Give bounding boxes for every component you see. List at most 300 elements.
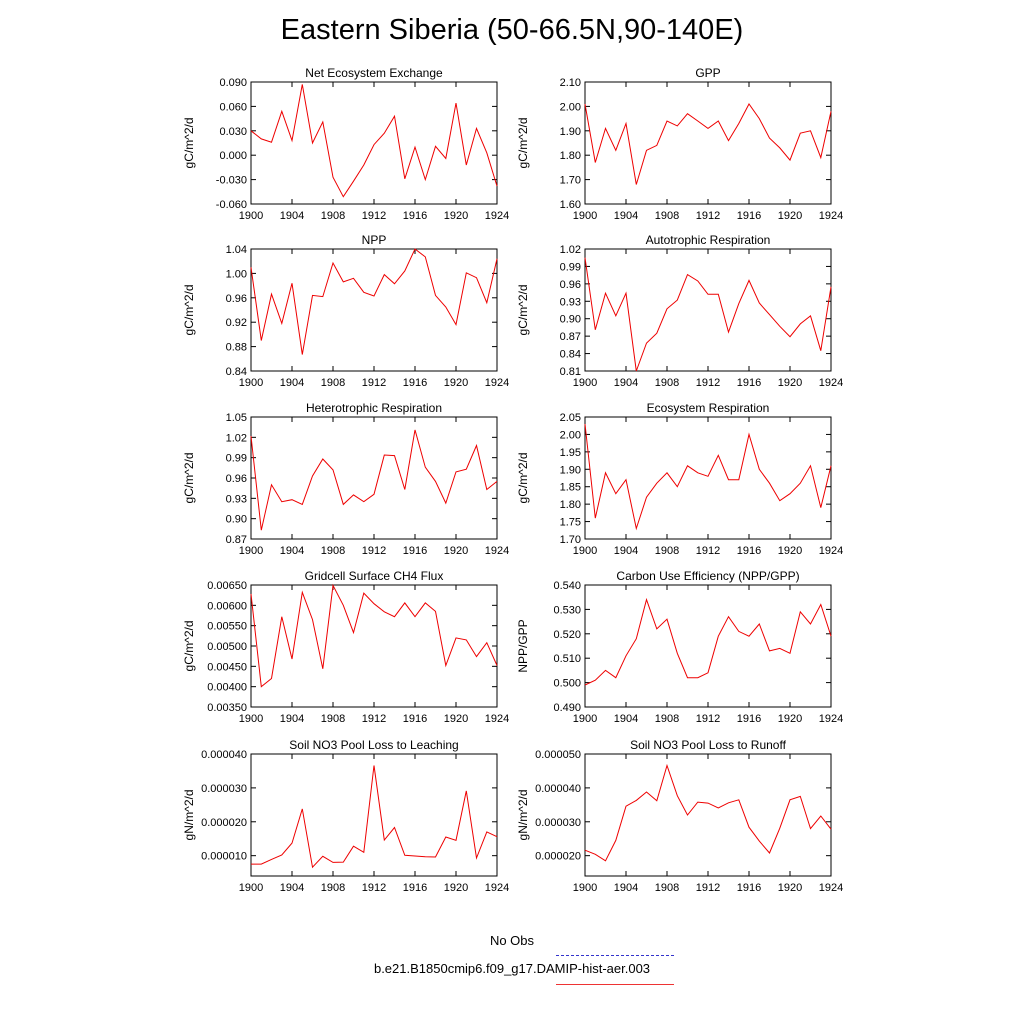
chart-title: Net Ecosystem Exchange [305, 66, 443, 80]
data-point [820, 507, 822, 509]
series-line [585, 258, 831, 371]
data-point [830, 110, 832, 112]
data-point [445, 157, 447, 159]
data-point [646, 149, 648, 151]
y-axis-label: gC/m^2/d [516, 284, 530, 336]
data-point [312, 866, 314, 868]
data-point [758, 302, 760, 304]
data-point [635, 370, 637, 372]
x-tick-label: 1920 [777, 545, 803, 557]
data-point [666, 308, 668, 310]
data-point [584, 849, 586, 851]
data-point [435, 294, 437, 296]
data-point [758, 118, 760, 120]
y-tick-label: 0.520 [553, 628, 581, 641]
data-point [394, 115, 396, 117]
x-tick-label: 1912 [695, 713, 721, 725]
x-tick-label: 1912 [361, 545, 387, 557]
data-point [594, 329, 596, 331]
data-point [646, 599, 648, 601]
y-tick-label: 1.60 [559, 199, 581, 211]
data-point [414, 248, 416, 250]
data-point [748, 279, 750, 281]
data-point [656, 332, 658, 334]
y-tick-label: 1.90 [559, 125, 581, 138]
data-point [332, 262, 334, 264]
data-point [455, 839, 457, 841]
x-tick-label: 1916 [736, 210, 762, 222]
data-point [260, 529, 262, 531]
x-tick-label: 1920 [777, 713, 803, 725]
chart-panel [182, 569, 509, 725]
y-tick-label: 0.84 [559, 348, 581, 361]
data-point [615, 839, 617, 841]
data-point [271, 678, 273, 680]
data-point [373, 765, 375, 767]
data-point [707, 802, 709, 804]
y-axis-label: gC/m^2/d [182, 284, 196, 336]
x-tick-label: 1900 [572, 882, 598, 894]
x-tick-label: 1904 [279, 882, 305, 894]
data-point [584, 684, 586, 686]
data-point [476, 127, 478, 129]
y-tick-label: 0.000040 [535, 782, 581, 795]
data-point [687, 113, 689, 115]
data-point [728, 616, 730, 618]
data-point [676, 652, 678, 654]
data-point [830, 286, 832, 288]
x-tick-label: 1900 [572, 713, 598, 725]
data-point [738, 799, 740, 801]
data-point [584, 423, 586, 425]
data-point [605, 127, 607, 129]
data-point [342, 196, 344, 198]
y-tick-label: 0.00650 [207, 580, 247, 592]
y-tick-label: 1.80 [559, 499, 581, 512]
data-point [717, 454, 719, 456]
data-point [707, 475, 709, 477]
y-tick-label: 0.00500 [207, 641, 247, 653]
data-point [404, 489, 406, 491]
data-point [250, 130, 252, 132]
data-point [687, 677, 689, 679]
x-tick-label: 1916 [402, 545, 428, 557]
x-tick-label: 1920 [443, 545, 469, 557]
data-point [625, 292, 627, 294]
page-title: Eastern Siberia (50-66.5N,90-140E) [280, 14, 744, 46]
x-tick-label: 1916 [402, 377, 428, 389]
chart-panel [516, 738, 843, 894]
chart-panel [516, 401, 843, 557]
data-point [424, 466, 426, 468]
data-point [486, 831, 488, 833]
y-tick-label: 0.96 [559, 278, 581, 291]
chart-title: Carbon Use Efficiency (NPP/GPP) [616, 569, 800, 583]
data-point [676, 125, 678, 127]
x-tick-label: 1904 [279, 713, 305, 725]
data-point [465, 639, 467, 641]
data-point [486, 642, 488, 644]
data-point [728, 140, 730, 142]
data-point [486, 489, 488, 491]
data-point [615, 677, 617, 679]
data-point [584, 257, 586, 259]
x-tick-label: 1904 [613, 882, 639, 894]
plot-frame [585, 249, 831, 371]
data-point [301, 808, 303, 810]
y-axis-label: NPP/GPP [516, 619, 530, 673]
data-point [455, 637, 457, 639]
data-point [363, 851, 365, 853]
y-tick-label: 1.02 [225, 432, 247, 445]
x-tick-label: 1908 [320, 377, 346, 389]
x-tick-label: 1916 [736, 713, 762, 725]
series-line [251, 585, 497, 686]
data-point [353, 180, 355, 182]
data-point [465, 468, 467, 470]
data-point [404, 270, 406, 272]
data-point [738, 122, 740, 124]
y-tick-label: 0.000010 [201, 850, 247, 863]
data-point [717, 807, 719, 809]
data-point [353, 277, 355, 279]
y-tick-label: 2.05 [559, 412, 581, 424]
x-tick-label: 1916 [736, 882, 762, 894]
x-tick-label: 1912 [695, 377, 721, 389]
y-tick-label: 0.090 [219, 77, 247, 89]
x-tick-label: 1900 [572, 377, 598, 389]
data-point [394, 455, 396, 457]
plot-frame [251, 417, 497, 539]
data-point [789, 799, 791, 801]
data-point [748, 826, 750, 828]
y-tick-label: 0.530 [553, 604, 581, 617]
x-tick-label: 1904 [279, 377, 305, 389]
y-tick-label: 0.000020 [535, 850, 581, 863]
data-point [496, 185, 498, 187]
y-tick-label: 0.030 [219, 125, 247, 138]
data-point [635, 183, 637, 185]
chart-panel [516, 66, 843, 222]
x-tick-label: 1900 [238, 545, 264, 557]
data-point [605, 292, 607, 294]
data-point [799, 482, 801, 484]
data-point [435, 480, 437, 482]
data-point [250, 593, 252, 595]
data-point [383, 839, 385, 841]
data-point [646, 791, 648, 793]
data-point [281, 854, 283, 856]
x-tick-label: 1912 [361, 210, 387, 222]
data-point [799, 132, 801, 134]
data-point [322, 121, 324, 123]
data-point [424, 856, 426, 858]
y-tick-label: 0.00450 [207, 661, 247, 674]
y-tick-label: 2.00 [559, 429, 581, 442]
data-point [728, 331, 730, 333]
data-point [486, 152, 488, 154]
data-point [496, 258, 498, 260]
data-point [656, 482, 658, 484]
data-point [301, 591, 303, 593]
y-tick-label: 1.05 [225, 412, 247, 424]
y-tick-label: 1.90 [559, 464, 581, 477]
data-point [332, 584, 334, 586]
data-point [830, 635, 832, 637]
y-tick-label: 0.93 [225, 493, 247, 506]
data-point [748, 103, 750, 105]
data-point [281, 322, 283, 324]
x-tick-label: 1904 [279, 210, 305, 222]
data-point [373, 603, 375, 605]
x-tick-label: 1908 [320, 545, 346, 557]
x-tick-label: 1904 [613, 713, 639, 725]
data-point [738, 630, 740, 632]
data-point [291, 282, 293, 284]
y-tick-label: 0.000030 [201, 782, 247, 795]
data-point [666, 618, 668, 620]
data-point [383, 611, 385, 613]
chart-title: Heterotrophic Respiration [305, 401, 443, 415]
data-point [625, 479, 627, 481]
data-point [465, 790, 467, 792]
x-tick-label: 1924 [818, 545, 844, 557]
data-point [383, 132, 385, 134]
data-point [271, 141, 273, 143]
data-point [260, 138, 262, 140]
data-point [799, 323, 801, 325]
y-axis-label: gC/m^2/d [516, 452, 530, 504]
data-point [435, 856, 437, 858]
data-point [383, 454, 385, 456]
x-tick-label: 1908 [654, 882, 680, 894]
data-point [404, 602, 406, 604]
data-point [291, 658, 293, 660]
chart-title: Soil NO3 Pool Loss to Runoff [630, 738, 786, 752]
data-point [594, 162, 596, 164]
y-tick-label: 0.93 [559, 296, 581, 309]
data-point [635, 638, 637, 640]
data-point [363, 501, 365, 503]
chart-title: GPP [695, 66, 721, 80]
data-point [476, 444, 478, 446]
y-tick-label: 0.000040 [201, 749, 247, 761]
data-point [394, 283, 396, 285]
y-tick-label: 1.95 [559, 446, 581, 459]
data-point [717, 293, 719, 295]
x-tick-label: 1900 [238, 713, 264, 725]
data-point [260, 686, 262, 688]
data-point [353, 632, 355, 634]
legend-label-model: b.e21.B1850cmip6.f09_g17.DAMIP-hist-aer.003 [373, 961, 651, 976]
x-tick-label: 1900 [238, 210, 264, 222]
x-tick-label: 1900 [572, 210, 598, 222]
x-tick-label: 1908 [320, 210, 346, 222]
data-point [414, 429, 416, 431]
data-point [445, 836, 447, 838]
data-point [656, 628, 658, 630]
data-point [646, 342, 648, 344]
data-point [820, 604, 822, 606]
data-point [476, 656, 478, 658]
data-point [707, 293, 709, 295]
chart-title: NPP [361, 233, 387, 247]
chart-panel [516, 233, 843, 389]
y-tick-label: 0.000020 [201, 816, 247, 829]
series-line [585, 104, 831, 185]
data-point [666, 765, 668, 767]
y-tick-label: 0.84 [225, 366, 247, 378]
data-point [486, 302, 488, 304]
plot-frame [585, 754, 831, 876]
data-point [455, 324, 457, 326]
data-point [260, 863, 262, 865]
x-tick-label: 1904 [279, 545, 305, 557]
data-point [625, 805, 627, 807]
chart-panel [182, 66, 509, 222]
data-point [810, 130, 812, 132]
data-point [605, 472, 607, 474]
x-tick-label: 1912 [361, 882, 387, 894]
data-point [635, 528, 637, 530]
data-point [271, 858, 273, 860]
plot-frame [251, 82, 497, 204]
y-tick-label: 1.75 [559, 516, 581, 529]
data-point [728, 479, 730, 481]
data-point [322, 855, 324, 857]
x-tick-label: 1908 [320, 713, 346, 725]
data-point [769, 650, 771, 652]
data-point [728, 802, 730, 804]
x-tick-label: 1924 [818, 210, 844, 222]
data-point [455, 102, 457, 104]
legend-line-model [556, 984, 674, 985]
y-tick-label: 0.000030 [535, 816, 581, 829]
data-point [820, 350, 822, 352]
data-point [424, 602, 426, 604]
chart-title: Ecosystem Respiration [646, 401, 770, 415]
plot-frame [585, 82, 831, 204]
y-tick-label: 0.96 [225, 292, 247, 305]
data-point [810, 828, 812, 830]
y-tick-label: 0.87 [559, 331, 581, 344]
data-point [414, 855, 416, 857]
data-point [404, 854, 406, 856]
data-point [281, 110, 283, 112]
y-tick-label: 0.00350 [207, 702, 247, 714]
data-point [687, 465, 689, 467]
data-point [291, 499, 293, 501]
data-point [394, 616, 396, 618]
data-point [779, 500, 781, 502]
data-point [758, 840, 760, 842]
data-point [373, 493, 375, 495]
x-tick-label: 1924 [484, 882, 510, 894]
data-point [758, 623, 760, 625]
y-tick-label: 0.500 [553, 677, 581, 690]
data-point [615, 315, 617, 317]
chart-title: Autotrophic Respiration [645, 233, 771, 247]
data-point [717, 635, 719, 637]
data-point [322, 458, 324, 460]
data-point [281, 501, 283, 503]
data-point [353, 494, 355, 496]
data-point [322, 668, 324, 670]
x-tick-label: 1900 [572, 545, 598, 557]
x-tick-label: 1920 [777, 377, 803, 389]
y-tick-label: 0.00600 [207, 600, 247, 613]
data-point [594, 853, 596, 855]
data-point [424, 256, 426, 258]
data-point [476, 277, 478, 279]
data-point [435, 610, 437, 612]
x-tick-label: 1924 [484, 713, 510, 725]
data-point [312, 294, 314, 296]
data-point [594, 679, 596, 681]
data-point [271, 293, 273, 295]
data-point [250, 266, 252, 268]
y-tick-label: 0.490 [553, 702, 581, 714]
x-tick-label: 1924 [484, 377, 510, 389]
data-point [342, 503, 344, 505]
data-point [445, 502, 447, 504]
data-point [769, 852, 771, 854]
data-point [291, 842, 293, 844]
y-tick-label: 0.000050 [535, 749, 581, 761]
y-axis-label: gC/m^2/d [182, 117, 196, 169]
x-tick-label: 1924 [818, 377, 844, 389]
data-point [332, 469, 334, 471]
data-point [363, 592, 365, 594]
data-point [584, 103, 586, 105]
legend-line-obs [556, 955, 674, 956]
data-point [697, 120, 699, 122]
data-point [271, 484, 273, 486]
data-point [789, 652, 791, 654]
x-tick-label: 1920 [777, 882, 803, 894]
data-point [738, 303, 740, 305]
y-tick-label: 0.81 [559, 366, 581, 378]
data-point [717, 120, 719, 122]
y-tick-label: 1.80 [559, 150, 581, 163]
x-tick-label: 1916 [402, 210, 428, 222]
data-point [615, 493, 617, 495]
data-point [830, 465, 832, 467]
y-tick-label: 0.000 [219, 150, 247, 163]
data-point [312, 619, 314, 621]
x-tick-label: 1912 [361, 377, 387, 389]
data-point [342, 281, 344, 283]
x-tick-label: 1916 [402, 882, 428, 894]
data-point [605, 669, 607, 671]
plot-frame [585, 417, 831, 539]
data-point [435, 145, 437, 147]
y-axis-label: gN/m^2/d [516, 789, 530, 841]
data-point [748, 433, 750, 435]
x-tick-label: 1900 [238, 377, 264, 389]
chart-panel [182, 233, 509, 389]
data-point [250, 863, 252, 865]
y-axis-label: gC/m^2/d [516, 117, 530, 169]
data-point [424, 179, 426, 181]
data-point [625, 122, 627, 124]
chart-panel [182, 401, 509, 557]
x-tick-label: 1920 [443, 210, 469, 222]
data-point [373, 144, 375, 146]
x-tick-label: 1912 [695, 210, 721, 222]
data-point [260, 340, 262, 342]
data-point [414, 616, 416, 618]
